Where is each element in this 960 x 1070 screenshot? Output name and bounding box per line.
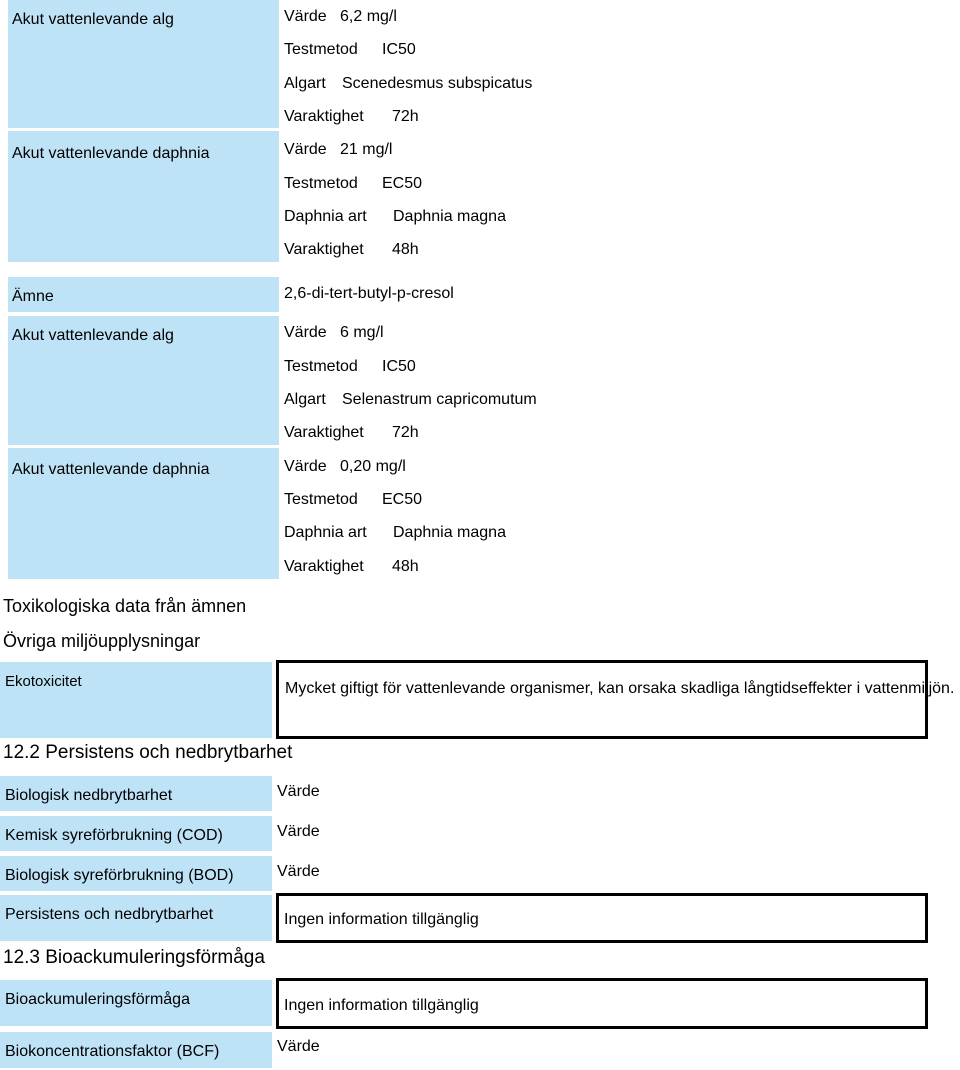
daphnia-value-key: Värde (284, 141, 327, 158)
label-cell-amne (8, 277, 279, 312)
alg2-testmetod-key: Testmetod (284, 358, 358, 375)
alg2-testmetod-val: IC50 (382, 358, 416, 375)
heading-bioack: 12.3 Bioackumuleringsförmåga (3, 947, 265, 968)
label-cell-formaga (0, 980, 272, 1026)
label-cell-alg (8, 0, 279, 128)
formaga-value-box (276, 978, 928, 1029)
bcf-label: Biokoncentrationsfaktor (BCF) (5, 1043, 220, 1060)
formaga-value: Ingen information tillgänglig (284, 997, 479, 1014)
cod-label: Kemisk syreförbrukning (COD) (5, 827, 223, 844)
ekotox-label: Ekotoxicitet (5, 673, 82, 690)
daphnia-testmetod-key: Testmetod (284, 175, 358, 192)
alg-testmetod-val: IC50 (382, 41, 416, 58)
alg-label: Akut vattenlevande alg (12, 11, 174, 28)
label-cell-daphnia (8, 131, 279, 262)
bio-nedbryt-value: Värde (277, 783, 320, 800)
alg2-algart-val: Selenastrum capricomutum (342, 391, 537, 408)
daphnia2-testmetod-key: Testmetod (284, 491, 358, 508)
alg-algart-val: Scenedesmus subspicatus (342, 75, 533, 92)
alg-value-key: Värde (284, 8, 327, 25)
label-cell-alg-2 (8, 316, 279, 445)
bod-value: Värde (277, 863, 320, 880)
daphnia-varaktighet-key: Varaktighet (284, 241, 364, 258)
ekotox-text: Mycket giftigt för vattenlevande organismer, kan orsaka skadliga långtidseffekter i vattenmiljön. (285, 680, 955, 697)
daphnia2-value-val: 0,20 mg/l (340, 458, 406, 475)
daphnia-value-val: 21 mg/l (340, 141, 393, 158)
daphnia2-varaktighet-val: 48h (392, 558, 419, 575)
formaga-label: Bioackumuleringsförmåga (5, 991, 190, 1008)
label-cell-pers (0, 895, 272, 941)
daphnia-art-key: Daphnia art (284, 208, 367, 225)
label-cell-bod (0, 856, 272, 891)
alg-value-val: 6,2 mg/l (340, 8, 397, 25)
daphnia2-value-key: Värde (284, 458, 327, 475)
alg2-varaktighet-val: 72h (392, 424, 419, 441)
pers-value: Ingen information tillgänglig (284, 911, 479, 928)
alg-varaktighet-val: 72h (392, 108, 419, 125)
label-cell-ekotox (0, 662, 272, 738)
alg-testmetod-key: Testmetod (284, 41, 358, 58)
alg2-algart-key: Algart (284, 391, 326, 408)
daphnia-art-val: Daphnia magna (393, 208, 506, 225)
daphnia2-testmetod-val: EC50 (382, 491, 423, 508)
daphnia-testmetod-val: EC50 (382, 175, 423, 192)
pers-value-box (276, 893, 928, 943)
ekotox-text-box (276, 660, 955, 739)
label-cell-bio-nedbryt (0, 776, 272, 811)
alg2-value-val: 6 mg/l (340, 324, 384, 341)
amne-value: 2,6-di-tert-butyl-p-cresol (284, 285, 454, 302)
amne-label: Ämne (12, 288, 54, 305)
heading-ovriga: Övriga miljöupplysningar (3, 631, 201, 651)
daphnia-varaktighet-val: 48h (392, 241, 419, 258)
daphnia2-art-val: Daphnia magna (393, 524, 506, 541)
heading-persistens: 12.2 Persistens och nedbrytbarhet (3, 742, 293, 763)
bcf-value: Värde (277, 1038, 320, 1055)
label-cell-bcf (0, 1032, 272, 1068)
cod-value: Värde (277, 823, 320, 840)
alg-label-2: Akut vattenlevande alg (12, 327, 174, 344)
bio-nedbryt-label: Biologisk nedbrytbarhet (5, 787, 173, 804)
pers-label: Persistens och nedbrytbarhet (5, 906, 214, 923)
heading-tox: Toxikologiska data från ämnen (3, 596, 247, 616)
daphnia2-art-key: Daphnia art (284, 524, 367, 541)
daphnia-label: Akut vattenlevande daphnia (12, 145, 210, 162)
bod-label: Biologisk syreförbrukning (BOD) (5, 867, 234, 884)
alg-algart-key: Algart (284, 75, 326, 92)
label-cell-daphnia-2 (8, 448, 279, 579)
alg-varaktighet-key: Varaktighet (284, 108, 364, 125)
label-cell-cod (0, 816, 272, 851)
daphnia-label-2: Akut vattenlevande daphnia (12, 461, 210, 478)
alg2-value-key: Värde (284, 324, 327, 341)
daphnia2-varaktighet-key: Varaktighet (284, 558, 364, 575)
alg2-varaktighet-key: Varaktighet (284, 424, 364, 441)
